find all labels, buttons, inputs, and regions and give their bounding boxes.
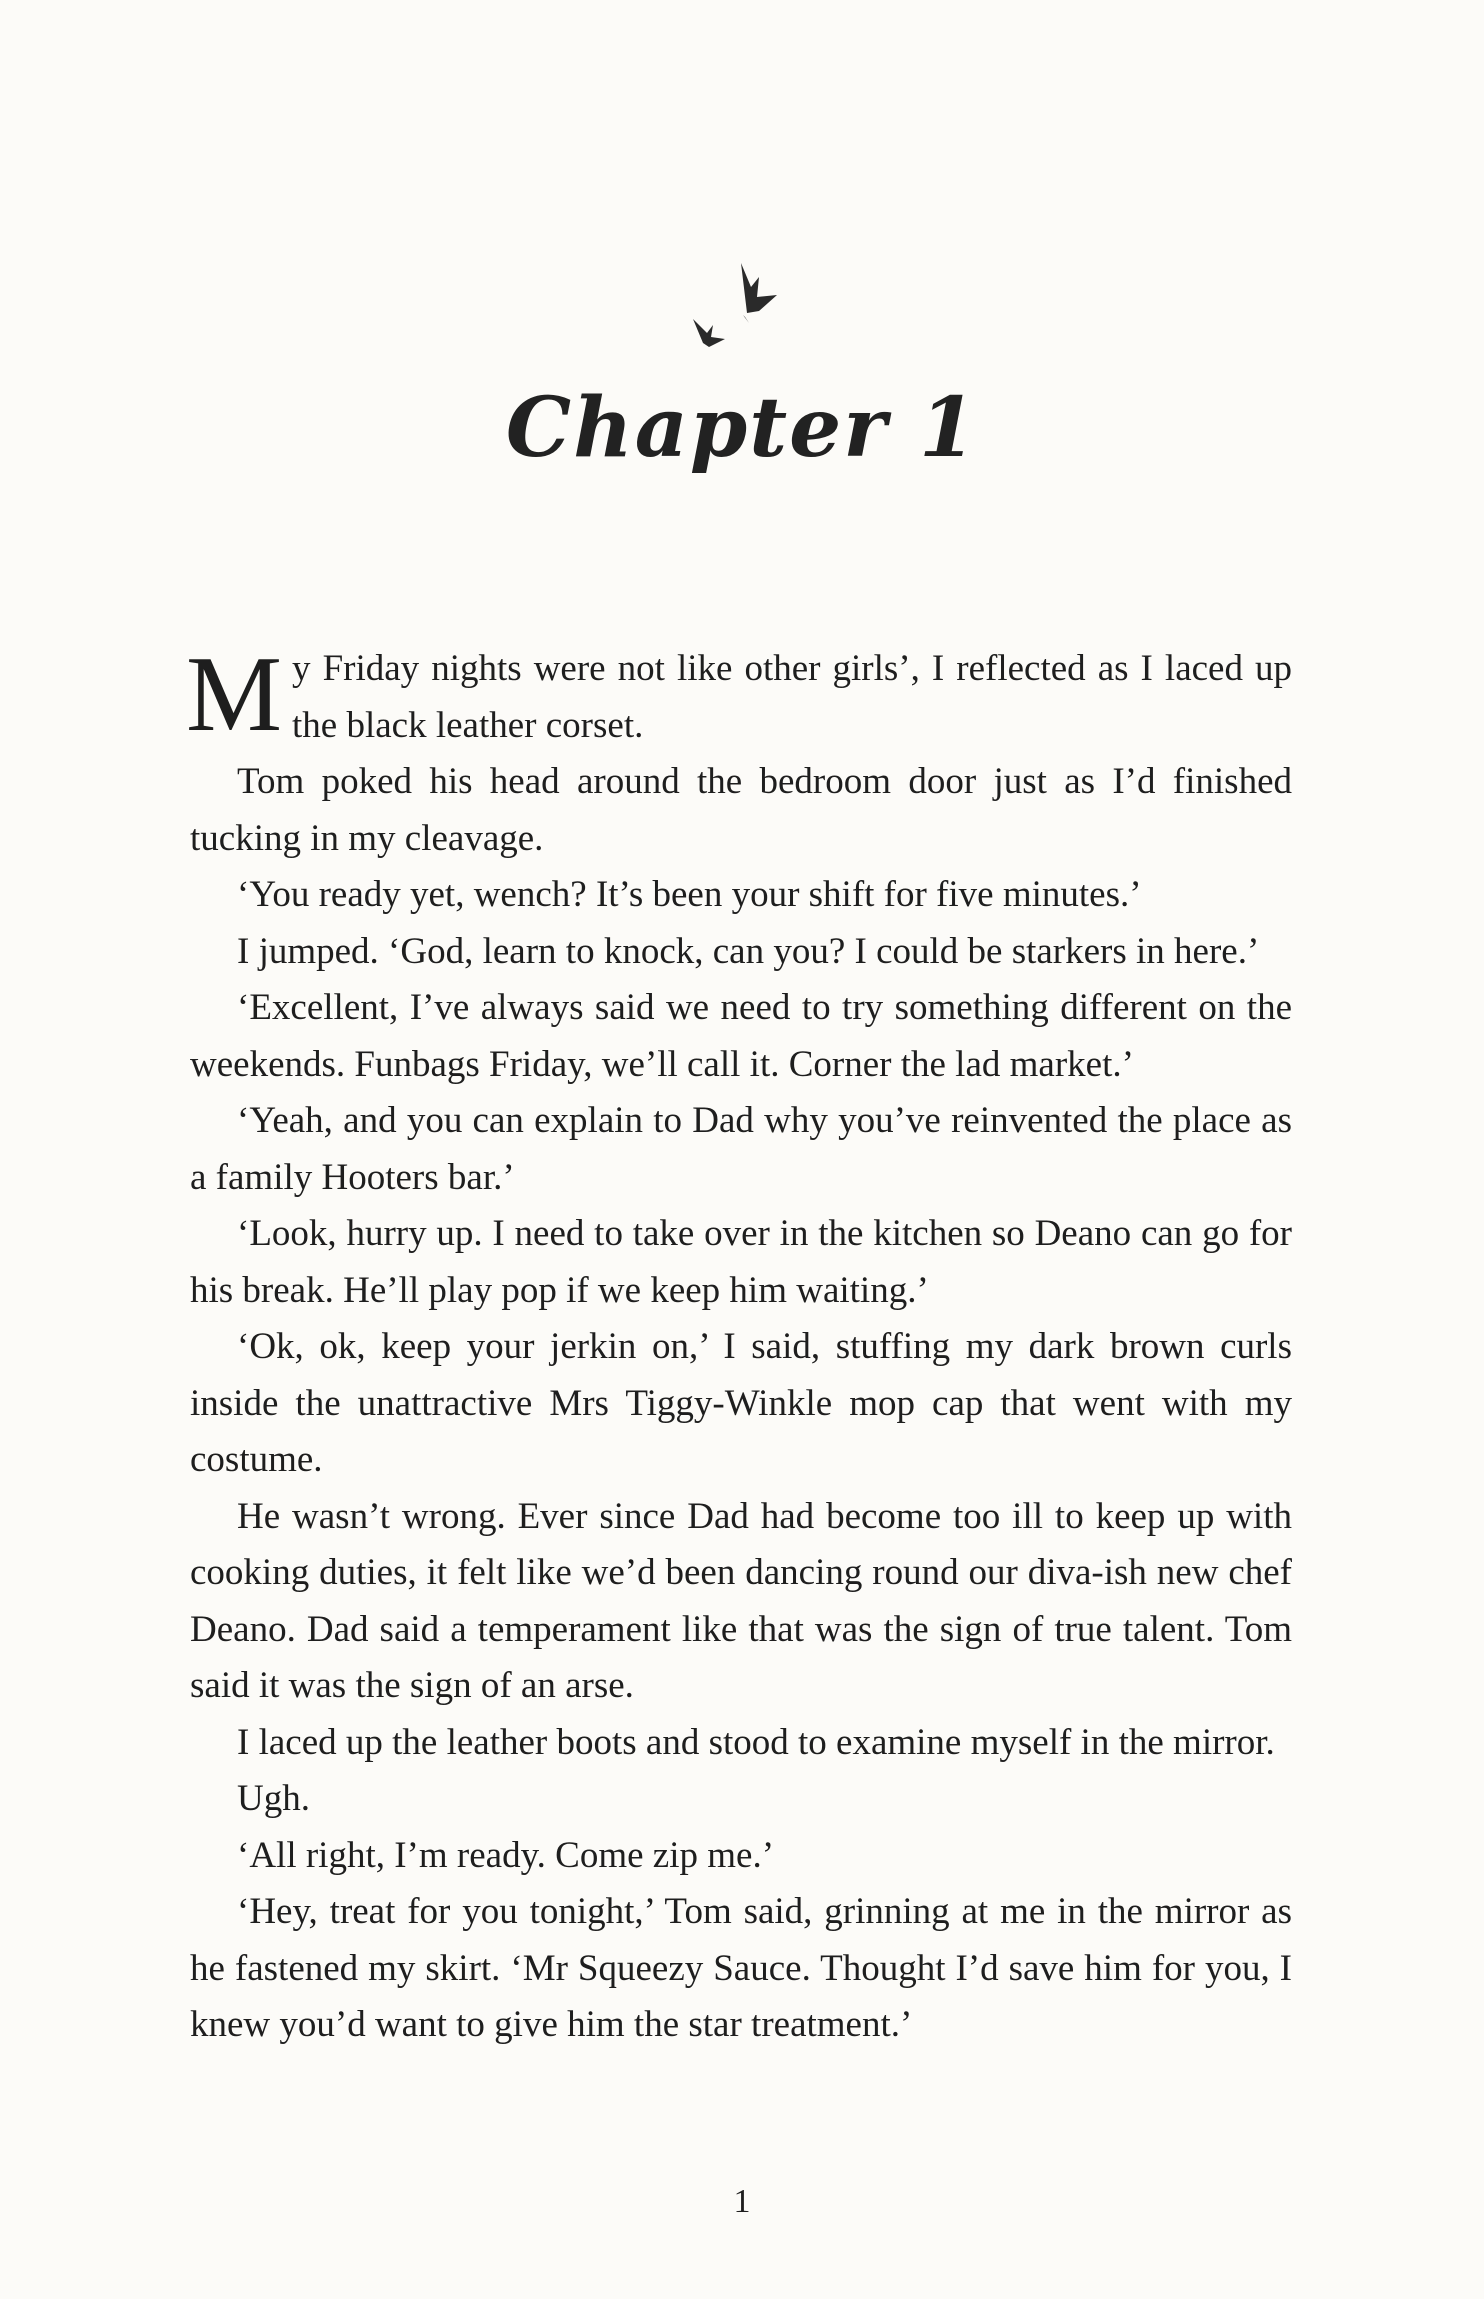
paragraph: He wasn’t wrong. Ever since Dad had become too ill to keep up with cooking duties, it felt like we’d been dancing round our diva-ish new chef Deano. Dad said a temperament like that was the sign of true talent. Tom said it was the sign of an arse. bbox=[190, 1495, 1292, 1706]
page-number: 1 bbox=[733, 2183, 751, 2220]
chapter-title: Chapter 1 bbox=[505, 380, 979, 476]
drop-cap: M bbox=[186, 635, 283, 754]
body-text bbox=[186, 635, 1292, 2054]
paragraph: ‘Look, hurry up. I need to take over in the kitchen so Deano can go for his break. He’ll play pop if we keep him waiting.’ bbox=[190, 1213, 1292, 1311]
paragraph-text: y Friday nights were not like other girls’, I reflected as I laced up the black leather corset. bbox=[292, 648, 1292, 746]
paragraph: Tom poked his head around the bedroom door just as I’d finished tucking in my cleavage. bbox=[190, 761, 1292, 859]
butterflies-icon bbox=[655, 225, 805, 365]
paragraph: ‘Hey, treat for you tonight,’ Tom said, grinning at me in the mirror as he fastened my skirt. ‘Mr Squeezy Sauce. Thought I’d save him for you, I knew you’d want to give him the star treatment.’ bbox=[190, 1891, 1292, 2045]
paragraph bbox=[186, 635, 1292, 754]
paragraph: ‘You ready yet, wench? It’s been your shift for five minutes.’ bbox=[237, 874, 1142, 915]
paragraph: ‘Ok, ok, keep your jerkin on,’ I said, stuffing my dark brown curls inside the unattractive Mrs Tiggy-Winkle mop cap that went with my costume. bbox=[190, 1326, 1292, 1480]
paragraph: ‘Yeah, and you can explain to Dad why you’ve reinvented the place as a family Hooters bar.’ bbox=[190, 1100, 1292, 1198]
paragraph: Ugh. bbox=[237, 1778, 310, 1819]
paragraph: I laced up the leather boots and stood to examine myself in the mirror. bbox=[237, 1721, 1275, 1763]
paragraph: I jumped. ‘God, learn to knock, can you? I could be starkers in here.’ bbox=[237, 930, 1260, 972]
paragraph: ‘All right, I’m ready. Come zip me.’ bbox=[237, 1834, 775, 1876]
paragraph: ‘Excellent, I’ve always said we need to try something different on the weekends. Funbags Friday, we’ll call it. Corner the lad market.’ bbox=[190, 987, 1292, 1085]
